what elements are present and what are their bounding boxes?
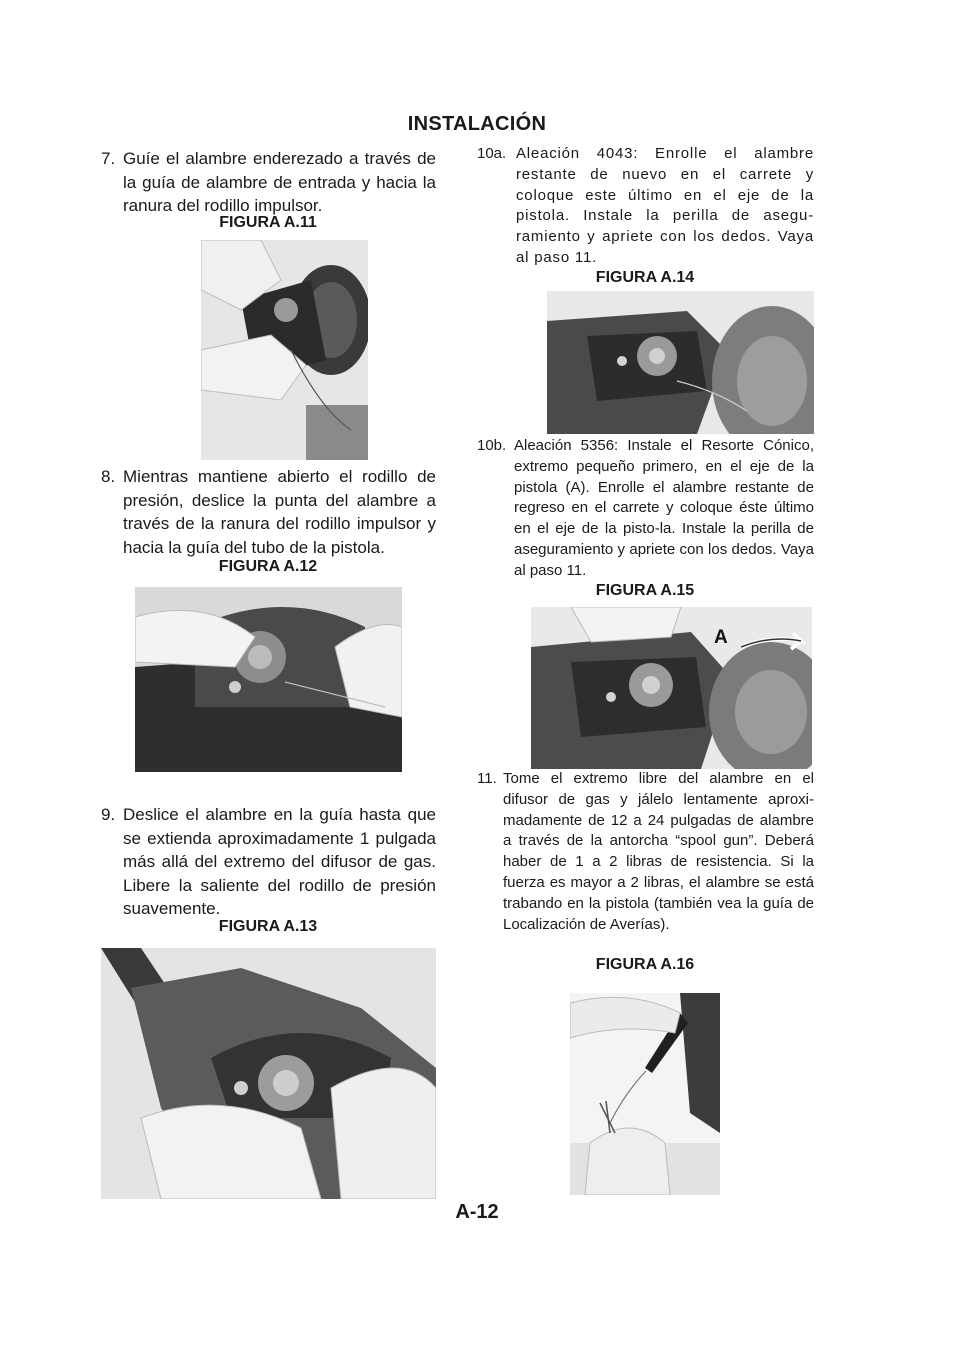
step-7 — [101, 147, 436, 218]
figure-caption-a13: FIGURA A.13 — [218, 918, 318, 935]
step-text: Mientras mantiene abierto el rodillo de presión, deslice la punta del alambre a través de la ranura del rodillo impulsor y hacia la guía del tubo de la pistola. — [123, 467, 436, 557]
figure-a15-photo — [531, 607, 812, 769]
step-number: 10b. — [477, 437, 507, 454]
step-number: 11. — [477, 770, 497, 787]
step-number: 8. — [101, 467, 116, 486]
step-text: Guíe el alambre enderezado a través de la guía de alambre de entrada y hacia la ranura del rodillo impulsor. — [123, 149, 436, 215]
callout-label-a: A — [714, 627, 728, 648]
step-text: Deslice el alambre en la guía hasta que se extienda aproximadamente 1 pulgada más allá del extremo del difusor de gas. Libere la saliente del rodillo de presión suavemente. — [123, 805, 436, 918]
figure-a16-photo — [570, 993, 720, 1195]
figure-caption-a11: FIGURA A.11 — [219, 214, 317, 231]
figure-a11-photo — [201, 240, 368, 460]
step-10a — [477, 144, 814, 269]
figure-caption-a16: FIGURA A.16 — [595, 956, 695, 973]
step-10b — [477, 436, 814, 582]
figure-a13-photo — [101, 948, 436, 1199]
step-8 — [101, 465, 436, 559]
step-11 — [477, 769, 814, 935]
step-9 — [101, 803, 436, 921]
step-text: Tome el extremo libre del alambre en el difusor de gas y jálelo lentamente aproxi-madamente de 12 a 24 pulgadas de alambre a través de la antorcha “spool gun”. Deberá haber de 1 a 2 libras de resistencia. Si la fuerza es mayor a 2 libras, el alambre se está trabando en la pistola (también vea la guía de Localización de Averías). — [503, 770, 814, 933]
page-number: A-12 — [455, 1201, 499, 1223]
figure-a12-photo — [135, 587, 402, 772]
page-title: INSTALACIÓN — [407, 113, 547, 135]
step-number: 10a. — [477, 145, 507, 162]
figure-caption-a12: FIGURA A.12 — [218, 558, 318, 575]
step-number: 7. — [101, 149, 116, 168]
step-text: Aleación 5356: Instale el Resorte Cónico, extremo pequeño primero, en el eje de la pistola (A). Enrolle el alambre restante de regreso en el carrete y coloque éste último en el eje de la pisto-la. Instale la perilla de aseguramiento y apriete con los dedos. Vaya al paso 11. — [514, 437, 814, 579]
figure-caption-a15: FIGURA A.15 — [595, 582, 695, 599]
figure-a14-photo — [547, 291, 814, 434]
step-text: Aleación 4043: Enrolle el alambre restante de nuevo en el carrete y coloque este último en el eje de la pistola. Instale la perilla de asegu-ramiento y apriete con los dedos. Vaya al paso 11. — [516, 145, 814, 266]
figure-caption-a14: FIGURA A.14 — [595, 269, 695, 286]
step-number: 9. — [101, 805, 116, 824]
